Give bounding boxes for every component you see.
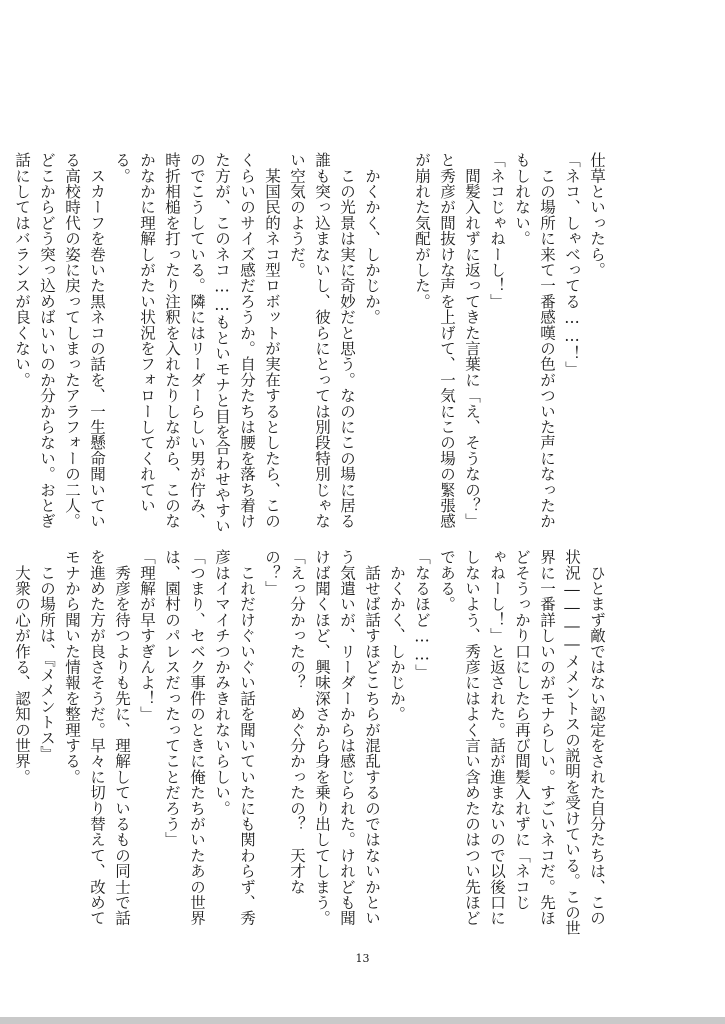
text-line: モナから聞いた情報を整理する。 [63,549,81,785]
text-line: と秀彦が間抜けな声を上げて、一気にこの場の緊張感 [438,152,456,529]
text-line: 話にしてはバランスが良くない。 [13,152,31,388]
text-line: 「つまり、セベク事件のときに俺たちがいたあの世界 [188,549,206,926]
text-line: この光景は実に奇妙だと思う。なのにこの場に居る [338,152,356,529]
text-line: どそうっかり口にしたら再び間髪入れずに「ネコじ [513,549,531,911]
top-text-column [13,152,609,540]
bottom-text-column [13,549,609,941]
text-line: 「えっ分かったの？ めぐ分かったの？ 天才な [288,549,306,895]
text-line: どこからどう突っ込めばいいのか分からない。おとぎ [38,152,56,529]
text-line: この場所は、『メメントス』 [38,549,56,762]
text-line: 話せば話すほどこちらが混乱するのではないかとい [363,549,381,926]
page-number: 13 [355,952,370,965]
text-line: 大衆の心が作る、認知の世界。 [13,549,31,785]
text-line: スカーフを巻いた黒ネコの話を、一生懸命聞いてい [88,152,106,529]
text-line: 状況――――メメントスの説明を受けている。この世 [563,549,581,936]
text-line: 時折相槌を打ったり注釈を入れたりしながら、このな [163,152,181,529]
text-line: 誰も突っ込まないし、彼らにとっては別段特別じゃな [313,152,331,529]
text-line: る。 [113,152,131,184]
text-line: い空気のようだ。 [288,152,306,278]
text-line: けば聞くほど、興味深さから身を乗り出してしまう。 [313,549,331,926]
text-line: が崩れた気配がした。 [413,152,431,309]
text-line: これだけぐいぐい話を聞いていたにも関わらず、秀 [238,549,256,926]
text-line: のでこうしている。隣にはリーダーらしい男が佇み、 [188,152,206,529]
text-line: 秀彦を待つよりも先に、理解しているもの同士で話 [113,549,131,926]
text-line [384,152,409,540]
text-line: 間髪入れずに返ってきた言葉に「え、そうなの？」 [463,152,481,529]
text-line: くらいのサイズ感だろうか。自分たちは腰を落ち着け [238,152,256,529]
text-line: である。 [438,549,456,612]
text-line: 「なるほど……」 [413,549,431,680]
text-line: 仕草といったら。 [588,152,606,278]
text-line: かくかく、しかじか。 [363,152,381,325]
text-line: 彦はイマイチつかみきれないらしい。 [213,549,231,816]
text-line: 某国民的ネコ型ロボットが実在するとしたら、この [263,152,281,529]
bottom-edge-bar [0,1017,725,1024]
text-line: 界に一番詳しいのがモナらしい。すごいネコだ。先ほ [538,549,556,926]
text-line: う気遣いが、リーダーからは感じられた。けれども聞 [338,549,356,926]
text-line: る高校時代の姿に戻ってしまったアラフォーの二人。 [63,152,81,529]
text-line: ひとまず敵ではない認定をされた自分たちは、この [588,549,606,926]
text-line: た方が、このネコ……もといモナと目を合わせやすい [213,152,231,534]
text-line: 「ネコ、しゃべってる……！」 [563,152,581,377]
text-line: 「ネコじゃねーし！」 [488,152,506,309]
text-line: しないよう、秀彦にはよく言い含めたのはつい先ほど [463,549,481,926]
text-line: この場所に来て一番感嘆の色がついた声になったか [538,152,556,529]
text-line: 「理解が早すぎんよ！」 [138,549,156,722]
text-line: の？」 [263,549,281,597]
text-line: かくかく、しかじか。 [388,549,406,722]
text-line: もしれない。 [513,152,531,247]
text-line: を進めた方が良さそうだ。早々に切り替えて、改めて [88,549,106,926]
text-line: ゃねーし！」と返された。話が進まないので以後口に [488,549,506,926]
text-line: かなかに理解しがたい状況をフォローしてくれてい [138,152,156,514]
text-line: は、園村のパレスだったってことだろう」 [163,549,181,848]
